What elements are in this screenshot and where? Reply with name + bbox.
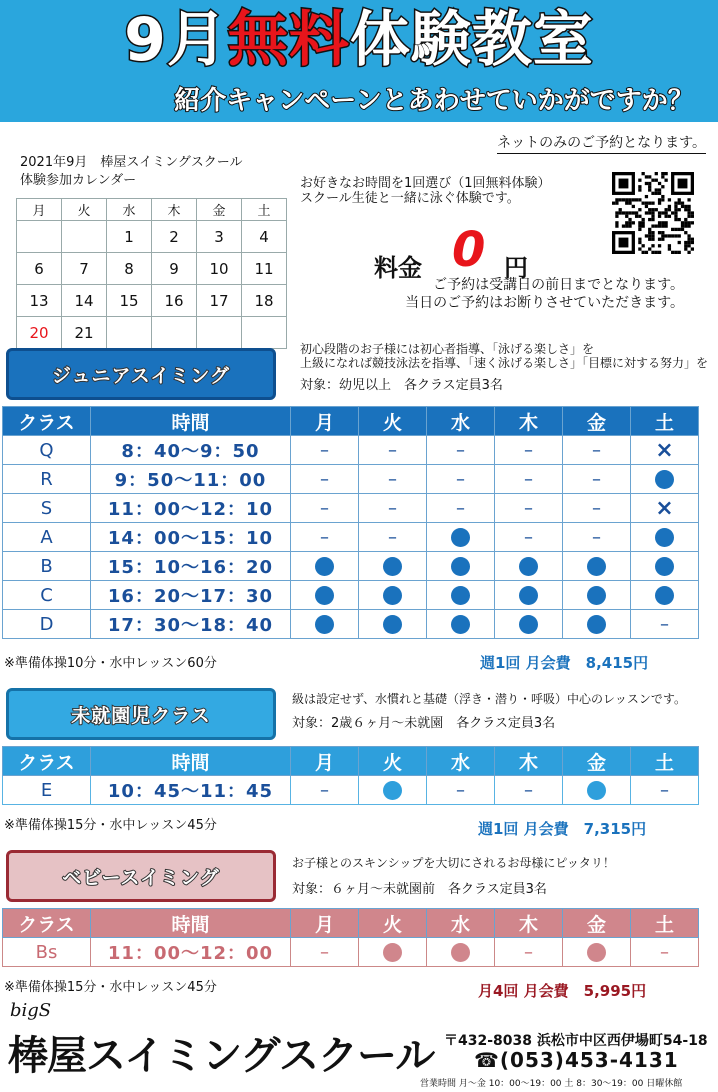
preschool-description: 級は設定せず、水慣れと基礎（浮き・潜り・呼吸）中心のレッスンです。 bbox=[292, 692, 686, 706]
class-time: 14：00〜15：10 bbox=[91, 523, 291, 552]
no-class-dash: – bbox=[320, 526, 329, 548]
no-class-dash: – bbox=[524, 468, 533, 490]
trial-calendar bbox=[16, 198, 287, 349]
baby-note: ※準備体操15分・水中レッスン45分 bbox=[4, 980, 217, 995]
available-dot-icon bbox=[315, 586, 334, 605]
calendar-date: 20 bbox=[17, 317, 62, 349]
unavailable-x-icon: × bbox=[655, 495, 674, 521]
calendar-date: 3 bbox=[197, 221, 242, 253]
page-title: 9月無料体験教室 bbox=[124, 5, 594, 75]
junior-header-cell: 水 bbox=[427, 407, 495, 436]
calendar-date: 16 bbox=[152, 285, 197, 317]
class-time: 15：10〜16：20 bbox=[91, 552, 291, 581]
slot-available bbox=[563, 610, 631, 639]
junior-row bbox=[3, 610, 699, 639]
slot-none bbox=[495, 465, 563, 494]
pre-header-cell: 木 bbox=[495, 747, 563, 776]
slot-none bbox=[359, 494, 427, 523]
baby-header-cell: 火 bbox=[359, 909, 427, 938]
calendar-date: 14 bbox=[62, 285, 107, 317]
available-dot-icon bbox=[451, 557, 470, 576]
baby-target: 対象：６ヶ月〜未就園前 各クラス定員3名 bbox=[292, 882, 547, 897]
no-class-dash: – bbox=[592, 439, 601, 461]
calendar-date bbox=[242, 317, 287, 349]
baby-header-cell: クラス bbox=[3, 909, 91, 938]
available-dot-icon bbox=[587, 943, 606, 962]
intro-text: お好きなお時間を1回選び（1回無料体験） スクール生徒と一緒に泳ぐ体験です。 bbox=[300, 176, 551, 206]
slot-available bbox=[495, 552, 563, 581]
calendar-title: 2021年9月 棒屋スイミングスクール 体験参加カレンダー bbox=[20, 155, 243, 188]
slot-available bbox=[495, 581, 563, 610]
slot-none bbox=[563, 494, 631, 523]
pre-header-cell: 時間 bbox=[91, 747, 291, 776]
slot-available bbox=[563, 581, 631, 610]
junior-header-cell: 月 bbox=[291, 407, 359, 436]
class-name: A bbox=[3, 523, 91, 552]
slot-available bbox=[427, 552, 495, 581]
no-class-dash: – bbox=[388, 526, 397, 548]
junior-swimming-badge: ジュニアスイミング bbox=[6, 348, 276, 400]
no-class-dash: – bbox=[320, 439, 329, 461]
calendar-day-header: 月 bbox=[17, 199, 62, 221]
slot-available bbox=[563, 938, 631, 967]
baby-row bbox=[3, 938, 699, 967]
unavailable-x-icon: × bbox=[655, 437, 674, 463]
header-banner bbox=[0, 0, 718, 122]
baby-header-cell: 月 bbox=[291, 909, 359, 938]
slot-available bbox=[359, 938, 427, 967]
slot-available bbox=[631, 523, 699, 552]
class-time: 11：00〜12：10 bbox=[91, 494, 291, 523]
slot-available bbox=[359, 581, 427, 610]
slot-available bbox=[427, 523, 495, 552]
preschool-fee: 週1回 月会費 7,315円 bbox=[478, 820, 647, 838]
page-subtitle: 紹介キャンペーンとあわせていかがですか？ bbox=[174, 86, 694, 116]
calendar-date: 4 bbox=[242, 221, 287, 253]
baby-timetable bbox=[2, 908, 699, 967]
no-class-dash: – bbox=[592, 468, 601, 490]
no-class-dash: – bbox=[456, 468, 465, 490]
no-class-dash: – bbox=[456, 779, 465, 801]
junior-header-cell: 土 bbox=[631, 407, 699, 436]
class-time: 10：45〜11：45 bbox=[91, 776, 291, 805]
available-dot-icon bbox=[655, 528, 674, 547]
slot-available bbox=[359, 610, 427, 639]
slot-available bbox=[631, 465, 699, 494]
available-dot-icon bbox=[383, 557, 402, 576]
pre-header-cell: 水 bbox=[427, 747, 495, 776]
baby-header-cell: 時間 bbox=[91, 909, 291, 938]
calendar-date: 17 bbox=[197, 285, 242, 317]
slot-none bbox=[359, 465, 427, 494]
calendar-date: 10 bbox=[197, 253, 242, 285]
calendar-date: 18 bbox=[242, 285, 287, 317]
junior-fee: 週1回 月会費 8,415円 bbox=[480, 654, 649, 672]
slot-available bbox=[359, 552, 427, 581]
baby-description: お子様とのスキンシップを大切にされるお母様にピッタリ！ bbox=[292, 856, 615, 870]
price-label: 料金 bbox=[374, 254, 422, 282]
brand-small-logo: bigS bbox=[10, 1000, 52, 1021]
class-time: 11：00〜12：00 bbox=[91, 938, 291, 967]
calendar-date: 6 bbox=[17, 253, 62, 285]
calendar-date: 9 bbox=[152, 253, 197, 285]
slot-available bbox=[631, 581, 699, 610]
brand-logo: 棒屋スイミングスクール bbox=[8, 1033, 435, 1079]
class-name: Bs bbox=[3, 938, 91, 967]
pre-header-cell: クラス bbox=[3, 747, 91, 776]
slot-none bbox=[495, 436, 563, 465]
available-dot-icon bbox=[451, 586, 470, 605]
junior-header-cell: クラス bbox=[3, 407, 91, 436]
slot-available bbox=[631, 552, 699, 581]
pre-header-cell: 月 bbox=[291, 747, 359, 776]
junior-row bbox=[3, 552, 699, 581]
slot-none bbox=[359, 436, 427, 465]
preschool-class-badge: 未就園児クラス bbox=[6, 688, 276, 740]
no-class-dash: – bbox=[456, 439, 465, 461]
no-class-dash: – bbox=[592, 497, 601, 519]
no-class-dash: – bbox=[320, 779, 329, 801]
calendar-day-header: 火 bbox=[62, 199, 107, 221]
calendar-date bbox=[17, 221, 62, 253]
no-class-dash: – bbox=[524, 497, 533, 519]
junior-description: 初心段階のお子様には初心者指導、「泳げる楽しさ」を 上級になれば競技泳法を指導、「速く泳げる楽しさ」「目標に対する努力」を bbox=[300, 342, 709, 370]
available-dot-icon bbox=[655, 470, 674, 489]
preschool-target: 対象：2歳６ヶ月〜未就園 各クラス定員3名 bbox=[292, 716, 556, 731]
junior-header-cell: 火 bbox=[359, 407, 427, 436]
slot-available bbox=[427, 581, 495, 610]
calendar-date: 2 bbox=[152, 221, 197, 253]
slot-none bbox=[495, 523, 563, 552]
slot-none bbox=[495, 494, 563, 523]
available-dot-icon bbox=[315, 557, 334, 576]
slot-none bbox=[291, 436, 359, 465]
calendar-date: 13 bbox=[17, 285, 62, 317]
calendar-date: 11 bbox=[242, 253, 287, 285]
pre-header-cell: 金 bbox=[563, 747, 631, 776]
slot-available bbox=[563, 776, 631, 805]
pre-row bbox=[3, 776, 699, 805]
price-value: 0 bbox=[452, 222, 486, 278]
no-class-dash: – bbox=[388, 497, 397, 519]
slot-none bbox=[631, 938, 699, 967]
no-class-dash: – bbox=[592, 526, 601, 548]
calendar-date bbox=[197, 317, 242, 349]
no-class-dash: – bbox=[388, 439, 397, 461]
baby-header-cell: 金 bbox=[563, 909, 631, 938]
available-dot-icon bbox=[451, 528, 470, 547]
available-dot-icon bbox=[451, 943, 470, 962]
slot-available bbox=[427, 610, 495, 639]
class-name: B bbox=[3, 552, 91, 581]
no-class-dash: – bbox=[388, 468, 397, 490]
available-dot-icon bbox=[383, 781, 402, 800]
available-dot-icon bbox=[519, 586, 538, 605]
junior-header-cell: 金 bbox=[563, 407, 631, 436]
junior-row bbox=[3, 436, 699, 465]
class-time: 8：40〜9：50 bbox=[91, 436, 291, 465]
pre-header-cell: 土 bbox=[631, 747, 699, 776]
no-class-dash: – bbox=[320, 497, 329, 519]
reservation-notice: ご予約は受講日の前日までとなります。 当日のご予約はお断りさせていただきます。 bbox=[405, 277, 684, 311]
price-unit: 円 bbox=[504, 254, 528, 282]
class-time: 17：30〜18：40 bbox=[91, 610, 291, 639]
class-time: 9：50〜11：00 bbox=[91, 465, 291, 494]
slot-none bbox=[427, 494, 495, 523]
slot-none bbox=[631, 776, 699, 805]
available-dot-icon bbox=[655, 557, 674, 576]
address: 〒432-8038 浜松市中区西伊場町54-18 bbox=[444, 1033, 708, 1049]
slot-none bbox=[291, 776, 359, 805]
slot-available bbox=[291, 552, 359, 581]
slot-none bbox=[291, 523, 359, 552]
slot-available bbox=[563, 552, 631, 581]
slot-none bbox=[291, 465, 359, 494]
slot-none bbox=[563, 465, 631, 494]
calendar-date bbox=[107, 317, 152, 349]
available-dot-icon bbox=[655, 586, 674, 605]
calendar-date bbox=[152, 317, 197, 349]
available-dot-icon bbox=[383, 943, 402, 962]
class-name: D bbox=[3, 610, 91, 639]
available-dot-icon bbox=[587, 615, 606, 634]
slot-full bbox=[631, 436, 699, 465]
slot-full bbox=[631, 494, 699, 523]
junior-target: 対象：幼児以上 各クラス定員3名 bbox=[300, 378, 503, 393]
class-name: C bbox=[3, 581, 91, 610]
slot-none bbox=[495, 938, 563, 967]
no-class-dash: – bbox=[456, 497, 465, 519]
no-class-dash: – bbox=[524, 439, 533, 461]
calendar-date: 7 bbox=[62, 253, 107, 285]
available-dot-icon bbox=[519, 615, 538, 634]
slot-none bbox=[427, 436, 495, 465]
no-class-dash: – bbox=[320, 941, 329, 963]
calendar-day-header: 木 bbox=[152, 199, 197, 221]
net-reservation-note: ネットのみのご予約となります。 bbox=[497, 132, 706, 154]
calendar-date: 21 bbox=[62, 317, 107, 349]
calendar-date bbox=[62, 221, 107, 253]
slot-available bbox=[427, 938, 495, 967]
slot-available bbox=[359, 776, 427, 805]
class-time: 16：20〜17：30 bbox=[91, 581, 291, 610]
slot-none bbox=[291, 938, 359, 967]
available-dot-icon bbox=[587, 586, 606, 605]
junior-header-cell: 木 bbox=[495, 407, 563, 436]
slot-none bbox=[427, 776, 495, 805]
class-name: R bbox=[3, 465, 91, 494]
calendar-day-header: 金 bbox=[197, 199, 242, 221]
available-dot-icon bbox=[383, 615, 402, 634]
no-class-dash: – bbox=[524, 779, 533, 801]
no-class-dash: – bbox=[524, 526, 533, 548]
calendar-date: 8 bbox=[107, 253, 152, 285]
available-dot-icon bbox=[383, 586, 402, 605]
available-dot-icon bbox=[587, 557, 606, 576]
slot-none bbox=[631, 610, 699, 639]
pre-header-cell: 火 bbox=[359, 747, 427, 776]
junior-row bbox=[3, 494, 699, 523]
no-class-dash: – bbox=[524, 941, 533, 963]
baby-header-cell: 土 bbox=[631, 909, 699, 938]
class-name: S bbox=[3, 494, 91, 523]
available-dot-icon bbox=[519, 557, 538, 576]
preschool-timetable bbox=[2, 746, 699, 805]
qr-code-icon[interactable] bbox=[612, 172, 694, 254]
slot-none bbox=[427, 465, 495, 494]
baby-fee: 月4回 月会費 5,995円 bbox=[478, 982, 647, 1000]
slot-none bbox=[563, 523, 631, 552]
class-name: E bbox=[3, 776, 91, 805]
available-dot-icon bbox=[587, 781, 606, 800]
slot-available bbox=[291, 581, 359, 610]
junior-row bbox=[3, 581, 699, 610]
junior-row bbox=[3, 465, 699, 494]
slot-none bbox=[495, 776, 563, 805]
slot-none bbox=[563, 436, 631, 465]
baby-header-cell: 木 bbox=[495, 909, 563, 938]
baby-swimming-badge: ベビースイミング bbox=[6, 850, 276, 902]
business-hours: 営業時間 月〜金 10：00〜19：00 土 8：30〜19：00 日曜休館 bbox=[420, 1079, 683, 1089]
available-dot-icon bbox=[315, 615, 334, 634]
baby-header-cell: 水 bbox=[427, 909, 495, 938]
no-class-dash: – bbox=[660, 941, 669, 963]
junior-timetable bbox=[2, 406, 699, 639]
junior-header-cell: 時間 bbox=[91, 407, 291, 436]
preschool-note: ※準備体操15分・水中レッスン45分 bbox=[4, 818, 217, 833]
calendar-date: 1 bbox=[107, 221, 152, 253]
slot-none bbox=[359, 523, 427, 552]
class-name: Q bbox=[3, 436, 91, 465]
calendar-date: 15 bbox=[107, 285, 152, 317]
slot-none bbox=[291, 494, 359, 523]
calendar-day-header: 土 bbox=[242, 199, 287, 221]
available-dot-icon bbox=[451, 615, 470, 634]
slot-available bbox=[291, 610, 359, 639]
no-class-dash: – bbox=[660, 613, 669, 635]
no-class-dash: – bbox=[320, 468, 329, 490]
phone-number[interactable]: ☎(053)453-4131 bbox=[474, 1048, 679, 1072]
calendar-day-header: 水 bbox=[107, 199, 152, 221]
junior-row bbox=[3, 523, 699, 552]
junior-note: ※準備体操10分・水中レッスン60分 bbox=[4, 656, 217, 671]
slot-available bbox=[495, 610, 563, 639]
no-class-dash: – bbox=[660, 779, 669, 801]
